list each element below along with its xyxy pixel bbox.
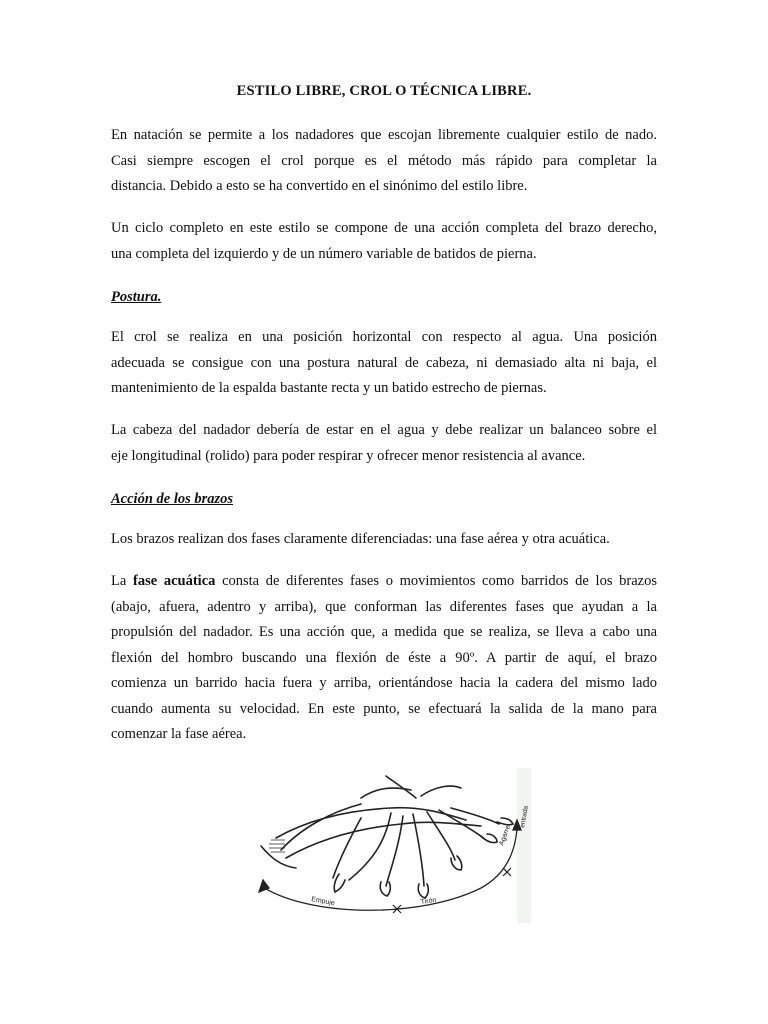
text-line: una completa del izquierdo y de un número variable de batidos de pierna. [111,245,537,262]
text-line: Un ciclo completo en este estilo se compone de una acción completa del brazo derecho, [111,220,657,236]
paragraph-cabeza [111,418,657,469]
text-line: propulsión del nadador. Es una acción que, a medida que se realiza, se lleva a cabo una [111,624,657,640]
text-line [111,569,657,595]
arm-stroke-illustration [241,768,531,923]
text-line: (abajo, afuera, adentro y arriba), que conforman las diferentes fases que ayudan a la [111,598,657,615]
label-empuje: Empuje [310,896,336,908]
section-heading-brazos: Acción de los brazos [111,491,234,507]
text-line: distancia. Debido a esto se ha convertido en el sinónimo del estilo libre. [111,178,528,194]
text-line: Los brazos realizan dos fases claramente diferenciadas: una fase aérea y otra acuática. [111,531,610,547]
text-line: eje longitudinal (rolido) para poder respirar y ofrecer menor resistencia al avance. [111,447,586,464]
paragraph-cycle [111,216,657,267]
paragraph-intro [111,123,657,200]
text-run: consta de diferentes fases o movimientos como barridos de los brazos [215,573,657,589]
section-heading-postura: Postura. [111,289,162,305]
text-line: adecuada se consigue con una postura natural de cabeza, ni demasiado alta ni baja, el [111,354,657,371]
text-line: Casi siempre escogen el crol porque es el método más rápido para completar la [111,152,657,169]
label-agarre: Agarre [498,824,513,847]
text-run: La [111,573,133,589]
background-strip [517,768,531,923]
text-line: El crol se realiza en una posición horizontal con respecto al agua. Una posición [111,329,657,345]
text-line: comienza un barrido hacia fuera y arriba, orientándose hacia la cadera del mismo lado [111,675,657,691]
text-line: mantenimiento de la espalda bastante recta y un batido estrecho de piernas. [111,380,547,396]
text-line: En natación se permite a los nadadores que escojan libremente cualquier estilo de nado. [111,127,657,143]
text-line: cuando aumenta su velocidad. En este punto, se efectuará la salida de la mano para [111,700,657,717]
paragraph-fases [111,527,657,553]
arm-stroke-drawing [241,768,531,923]
bold-term: fase acuática [132,573,216,589]
text-line: La cabeza del nadador debería de estar en el agua y debe realizar un balanceo sobre el [111,422,657,438]
paragraph-postura [111,325,657,402]
text-line: comenzar la fase aérea. [111,726,247,742]
text-line: flexión del hombro buscando una flexión de éste a 90º. A partir de aquí, el brazo [111,649,657,666]
paragraph-fase-acuatica [111,569,657,748]
label-tiron: Tirón [420,896,437,906]
document-title: ESTILO LIBRE, CROL O TÉCNICA LIBRE. [236,83,532,99]
label-entrada: entrada [519,805,530,829]
